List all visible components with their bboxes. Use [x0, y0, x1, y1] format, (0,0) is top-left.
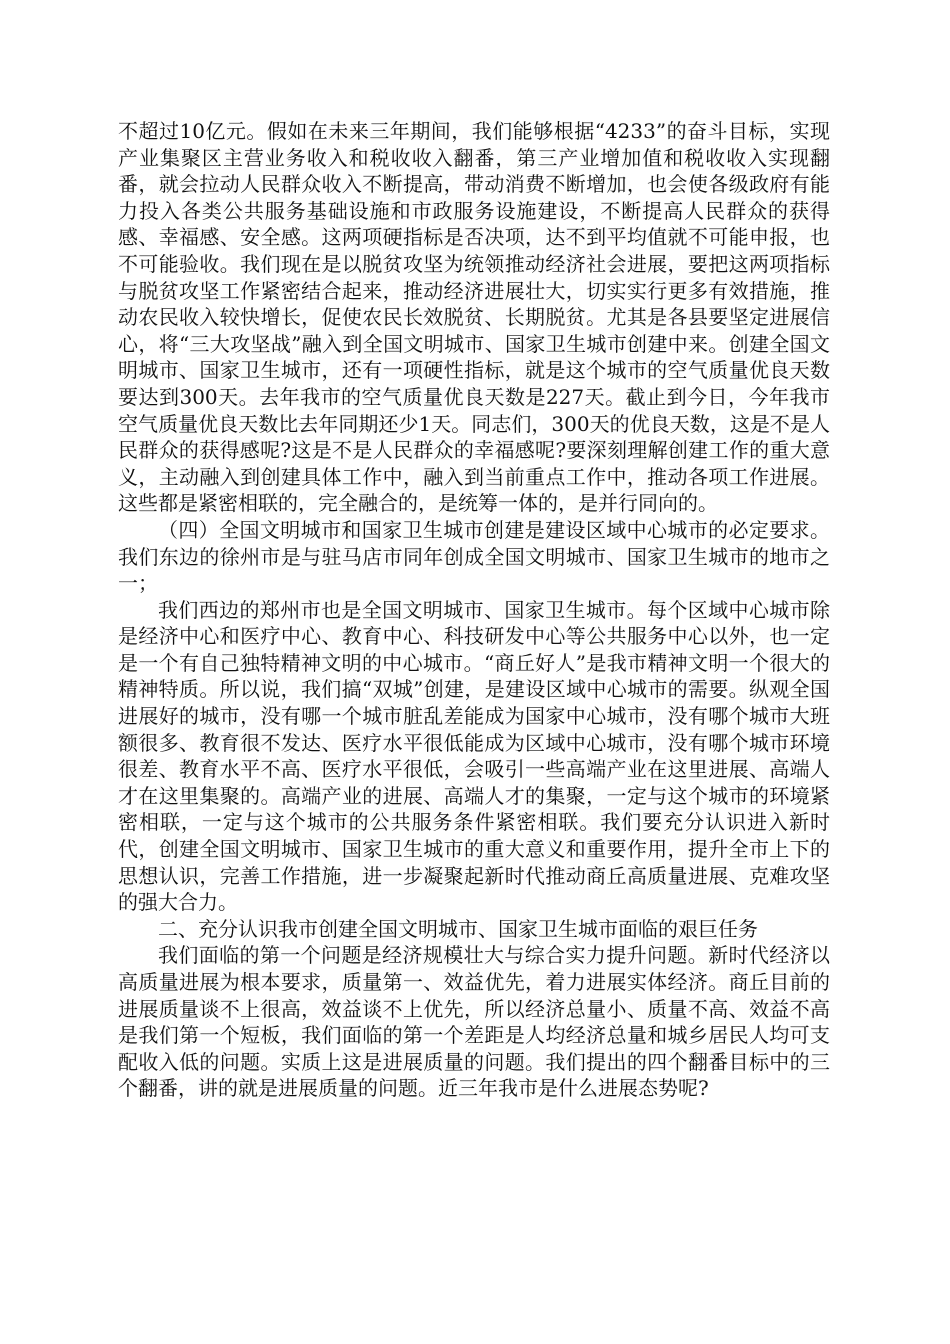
document-body — [118, 118, 830, 1102]
paragraph-continuation: 不超过10亿元。假如在未来三年期间，我们能够根据“4233”的奋斗目标，实现产业集聚区主营业务收入和税收收入翻番，第三产业增加值和税收收入实现翻番，就会拉动人民群众收入不断提高，带动消费不断增加，也会使各级政府有能力投入各类公共服务基础设施和市政服务设施建设，不断提高人民群众的获得感、幸福感、安全感。这两项硬指标是否决项，达不到平均值就不可能申报，也不可能验收。我们现在是以脱贫攻坚为统领推动经济社会进展，要把这两项指标与脱贫攻坚工作紧密结合起来，推动经济进展壮大，切实实行更多有效措施，推动农民收入较快增长，促使农民长效脱贫、长期脱贫。尤其是各县要坚定进展信心，将“三大攻坚战”融入到全国文明城市、国家卫生城市创建中来。创建全国文明城市、国家卫生城市，还有一项硬性指标，就是这个城市的空气质量优良天数要达到300天。去年我市的空气质量优良天数是227天。截止到今日，今年我市空气质量优良天数比去年同期还少1天。同志们，300天的优良天数，这是不是人民群众的获得感呢?这是不是人民群众的幸福感呢?要深刻理解创建工作的重大意义，主动融入到创建具体工作中，融入到当前重点工作中，推动各项工作进展。这些都是紧密相联的，完全融合的，是统筹一体的，是并行同向的。 — [118, 119, 830, 516]
paragraph-section-four: （四）全国文明城市和国家卫生城市创建是建设区域中心城市的必定要求。我们东边的徐州市是与驻马店市同年创成全国文明城市、国家卫生城市的地市之一； — [118, 517, 830, 596]
section-heading-two: 二、充分认识我市创建全国文明城市、国家卫生城市面临的艰巨任务 — [158, 916, 758, 941]
paragraph-first-problem: 我们面临的第一个问题是经济规模壮大与综合实力提升问题。新时代经济以高质量进展为根本要求，质量第一、效益优先，着力进展实体经济。商丘目前的进展质量谈不上很高，效益谈不上优先，所以经济总量小、质量不高、效益不高是我们第一个短板，我们面临的第一个差距是人均经济总量和城乡居民人均可支配收入低的问题。实质上这是进展质量的问题。我们提出的四个翻番目标中的三个翻番，讲的就是进展质量的问题。近三年我市是什么进展态势呢? — [118, 943, 830, 1101]
paragraph-regional-center: 我们西边的郑州市也是全国文明城市、国家卫生城市。每个区域中心城市除是经济中心和医疗中心、教育中心、科技研发中心等公共服务中心以外，也一定是一个有自己独特精神文明的中心城市。“商丘好人”是我市精神文明一个很大的精神特质。所以说，我们搞“双城”创建，是建设区域中心城市的需要。纵观全国进展好的城市，没有哪一个城市脏乱差能成为国家中心城市，没有哪个城市大班额很多、教育很不发达、医疗水平很低能成为区域中心城市，没有哪个城市环境很差、教育水平不高、医疗水平很低，会吸引一些高端产业在这里进展、高端人才在这里集聚的。高端产业的进展、高端人才的集聚，一定与这个城市的环境紧密相联，一定与这个城市的公共服务条件紧密相联。我们要充分认识进入新时代，创建全国文明城市、国家卫生城市的重大意义和重要作用，提升全市上下的思想认识，完善工作措施，进一步凝聚起新时代推动商丘高质量进展、克难攻坚的强大合力。 — [118, 597, 830, 915]
